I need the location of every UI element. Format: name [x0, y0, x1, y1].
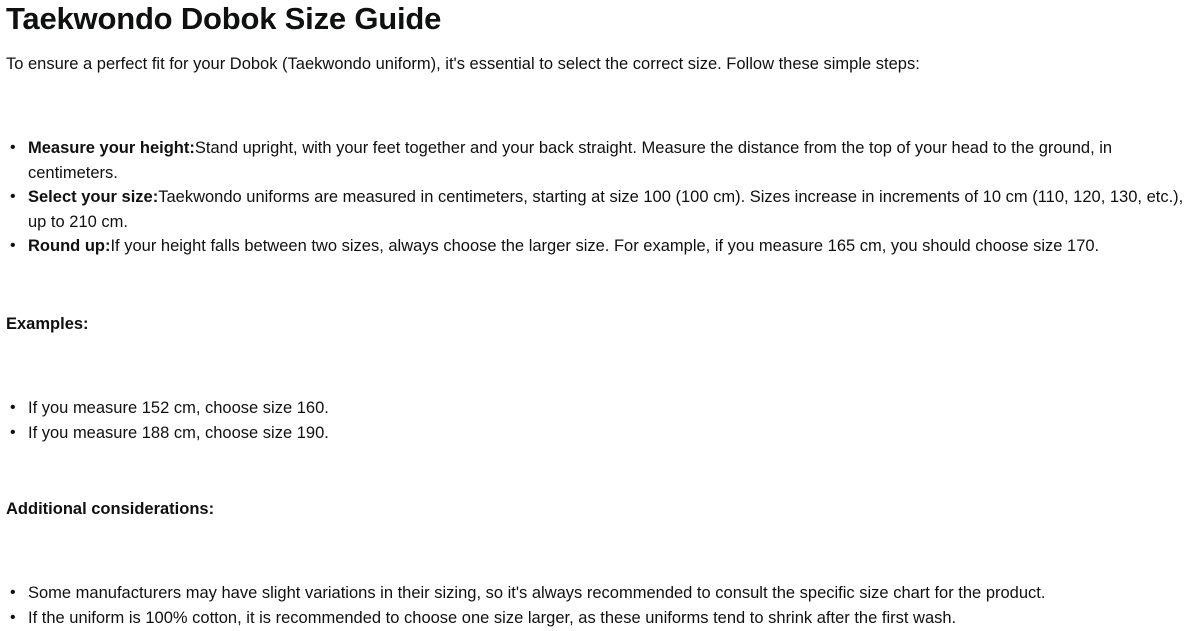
steps-list [0, 136, 1203, 259]
bullet-icon: • [10, 399, 16, 416]
bullet-icon: • [10, 188, 16, 205]
step-text: Stand upright, with your feet together and your back straight. Measure the distance from the top of your head to the ground, in centimeters. [28, 139, 1113, 182]
step-item-round-up [0, 234, 1203, 259]
step-text: If your height falls between two sizes, always choose the larger size. For example, if you measure 165 cm, you should choose size 170. [110, 237, 1100, 255]
step-text: Taekwondo uniforms are measured in centimeters, starting at size 100 (100 cm). Sizes increase in increments of 10 cm (110, 120, 130, etc.), up to 210 cm. [28, 188, 1184, 231]
considerations-list [0, 581, 1203, 630]
consideration-item [0, 581, 1203, 606]
consideration-text: If the uniform is 100% cotton, it is recommended to choose one size larger, as these uniforms tend to shrink after the first wash. [28, 608, 957, 627]
examples-heading: Examples: [6, 315, 89, 333]
step-label: Measure your height: [28, 139, 195, 157]
bullet-icon: • [10, 237, 16, 254]
example-text: If you measure 152 cm, choose size 160. [28, 399, 329, 417]
intro-paragraph: To ensure a perfect fit for your Dobok (Taekwondo uniform), it's essential to select the correct size. Follow these simple steps: [6, 55, 920, 73]
consideration-item [0, 606, 1203, 631]
step-item-measure-height [0, 136, 1203, 185]
example-item [0, 421, 1203, 446]
bullet-icon: • [10, 608, 16, 626]
page-title: Taekwondo Dobok Size Guide [6, 1, 442, 36]
step-item-select-size [0, 185, 1203, 234]
step-label: Select your size: [28, 188, 159, 206]
bullet-icon: • [10, 139, 16, 156]
examples-list [0, 396, 1203, 445]
bullet-icon: • [10, 584, 16, 601]
example-item [0, 396, 1203, 421]
considerations-heading: Additional considerations: [6, 500, 215, 518]
consideration-text: Some manufacturers may have slight variations in their sizing, so it's always recommended to consult the specific size chart for the product. [28, 584, 1046, 602]
step-label: Round up: [28, 237, 111, 255]
bullet-icon: • [10, 423, 16, 441]
example-text: If you measure 188 cm, choose size 190. [28, 423, 329, 442]
